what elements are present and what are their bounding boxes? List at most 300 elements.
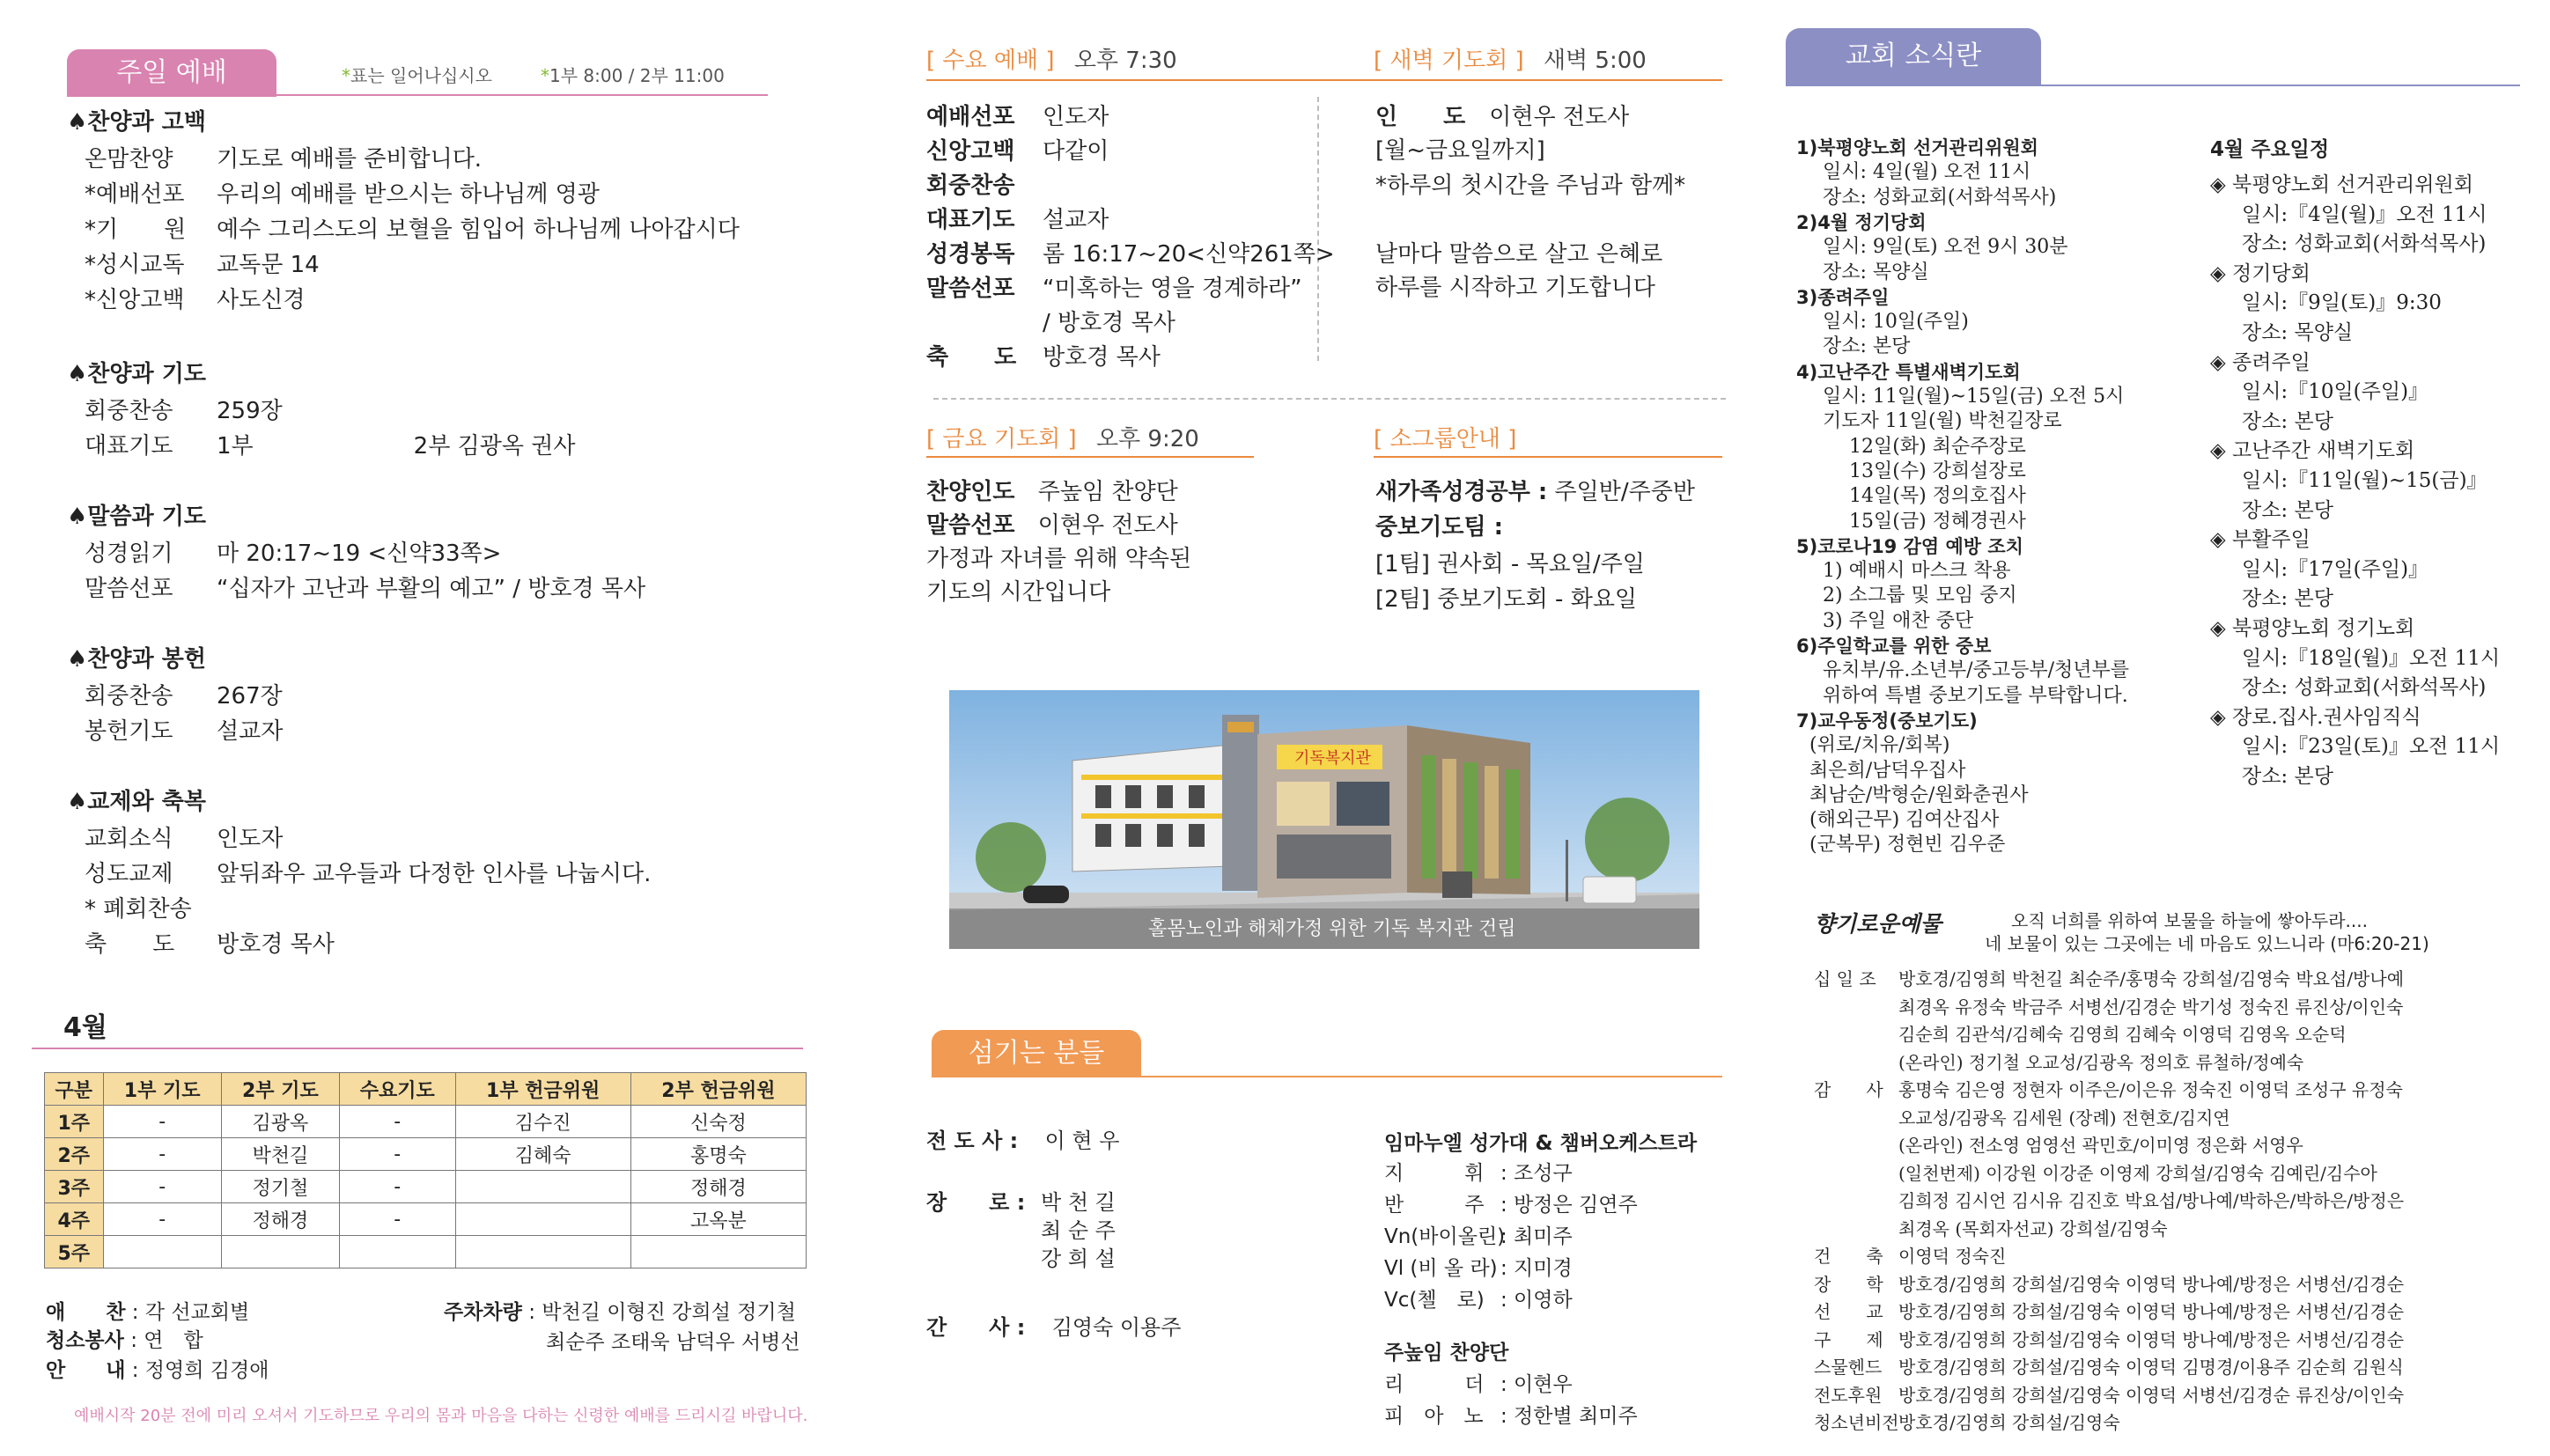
service-item-row: [85, 282, 305, 314]
news-item-detail: 14일(목) 정의호집사: [1849, 485, 2026, 508]
wed-item-value: 인도자: [1043, 104, 1109, 130]
wed-item-row: [926, 270, 1302, 303]
table-cell: -: [339, 1171, 455, 1203]
offering-donors: 이영덕 정숙진: [1898, 1246, 2007, 1267]
weekday-rule: [926, 79, 1722, 81]
table-cell: 고옥분: [630, 1203, 806, 1236]
offering-line: [1814, 1188, 2404, 1213]
offering-header: [1814, 907, 1942, 938]
offering-donors: (온라인) 전소영 엄영선 곽민호/이미영 정은화 서영우: [1898, 1135, 2303, 1156]
offering-donors: 방호경/김영희 강희설/김영숙 이영덕 방나예/방정은 서병선/김경순: [1898, 1328, 2405, 1350]
news-item-detail: 장소: 목양실: [1823, 261, 1929, 283]
schedule-detail: 장소: 본당: [2242, 409, 2333, 433]
news-item-detail: 일시: 9일(토) 오전 9시 30분: [1823, 236, 2068, 259]
schedule-detail: 일시:『10일(주일)』: [2242, 380, 2429, 404]
news-item-detail: 3) 주일 애찬 중단: [1823, 609, 1974, 632]
schedule-detail: 일시:『17일(주일)』: [2242, 557, 2429, 581]
schedule-detail: 장소: 성화교회(서화석목사): [2242, 676, 2487, 700]
schedule-event: ◈ 북평양노회 선거관리위원회: [2210, 173, 2473, 196]
news-item-title: 4)고난주간 특별새벽기도회: [1796, 361, 2021, 383]
service-item-label: *신앙고백: [85, 287, 185, 313]
table-cell: [455, 1236, 630, 1268]
schedule-detail: 일시:『9일(토)』9:30: [2242, 291, 2442, 315]
offering-donors: 김순희 김관석/김혜숙 김영희 김혜숙 이영덕 김영옥 오순덕: [1898, 1024, 2347, 1045]
steward-value: 김영숙 이용주: [1051, 1315, 1182, 1340]
wed-item-value: / 방호경 목사: [1043, 310, 1176, 336]
service-item-value: 방호경 목사: [217, 931, 335, 958]
column-header: 수요기도: [339, 1073, 455, 1106]
service-item-row: [85, 535, 501, 568]
small-group-heading: [1374, 421, 1516, 453]
news-item-detail: 유치부/유.소년부/중고등부/청년부를: [1823, 659, 2130, 682]
schedule-event: ◈ 북평양노회 정기노회: [2210, 617, 2415, 640]
fellowship-meal-label: 애 찬: [46, 1301, 126, 1324]
offering-line: [1814, 1050, 2303, 1075]
offering-donors: (일천번제) 이강원 이강준 이영제 강희설/김영숙 김예린/김수아: [1898, 1162, 2377, 1184]
offering-donors: 김희정 김시언 김시유 김진호 박요섭/방나예/박하은/박하은/방정은: [1898, 1190, 2405, 1211]
service-item-label: 대표기도: [85, 433, 173, 460]
table-cell: 김수진: [455, 1106, 630, 1138]
news-item-title: 5)코로나19 감염 예방 조치: [1796, 535, 2023, 557]
dawn-motto: *하루의 첫시간을 주님과 함께*: [1375, 173, 1686, 199]
table-cell: -: [103, 1203, 221, 1236]
table-row: [45, 1106, 807, 1138]
wed-item-row: [926, 167, 1043, 200]
new-family-value: 주일반/주중반: [1547, 479, 1695, 505]
choir-member-row: [1384, 1283, 1573, 1313]
news-item-detail: 2) 소그룹 및 모임 중지: [1823, 585, 2017, 607]
offering-line: [1814, 1077, 2403, 1102]
choir-member-row: [1384, 1188, 1638, 1217]
news-item-detail: 최은희/남덕우집사: [1809, 759, 1966, 782]
fri-line-2: 기도의 시간입니다: [926, 579, 1111, 606]
service-item-label: *기 원: [85, 217, 187, 243]
welfare-center-illustration: [949, 690, 1699, 949]
choir-member-row: [1384, 1220, 1573, 1249]
table-cell: [455, 1171, 630, 1203]
service-item-label: 봉헌기도: [85, 718, 173, 745]
news-item-detail: 15일(금) 정혜경권사: [1849, 510, 2026, 533]
cleaning-label: 청소봉사: [46, 1329, 124, 1352]
table-cell: -: [103, 1171, 221, 1203]
wed-item-label: 성경봉독: [926, 241, 1015, 268]
fellowship-meal-row: [46, 1296, 249, 1325]
news-item-title: 3)종려주일: [1796, 286, 1890, 308]
elder-name: 최 순 주: [1041, 1218, 1116, 1243]
table-cell: 김혜숙: [455, 1138, 630, 1171]
wed-item-row: [926, 236, 1335, 268]
service-item-row: [85, 428, 575, 460]
offering-title: 향기로운예물: [1814, 911, 1942, 937]
offering-category: 구 제: [1814, 1328, 1883, 1350]
service-item-row: [85, 176, 600, 209]
dawn-service-heading: [1374, 42, 1647, 75]
news-item-detail: (위로/치유/회복): [1809, 734, 1950, 757]
wed-item-value: “미혹하는 영을 경계하라”: [1043, 276, 1302, 302]
schedule-detail: 일시:『18일(월)』오전 11시: [2242, 646, 2501, 670]
usher-row: [46, 1354, 269, 1383]
elders-label: 장 로 :: [926, 1190, 1026, 1215]
news-item-title: 1)북평양노회 선거관리위원회: [1796, 137, 2038, 158]
table-cell: -: [103, 1138, 221, 1171]
service-times-note: *1부 8:00 / 2부 11:00: [541, 65, 725, 86]
service-item-value: 교독문 14: [217, 252, 320, 278]
offering-line: [1814, 995, 2403, 1019]
offering-donors: 최경옥 (목회자선교) 강희설/김영숙: [1898, 1217, 2168, 1239]
service-item-value: 마 20:17~19 <신약33쪽>: [217, 540, 502, 567]
service-item-value: 267장: [217, 683, 283, 710]
choir-name: : 조성구: [1500, 1162, 1573, 1185]
week-label: 2주: [45, 1138, 104, 1171]
usher-label: 안 내: [46, 1359, 126, 1382]
april-tab-rule: [32, 1048, 803, 1049]
news-item-detail: 일시: 11일(월)~15일(금) 오전 5시: [1823, 386, 2125, 408]
service-item-value: “십자가 고난과 부활의 예고” / 방호경 목사: [217, 576, 646, 602]
schedule-event: ◈ 정기당회: [2210, 261, 2310, 285]
parking-value-1: : 박천길 이형진 강희설 정기철: [528, 1301, 796, 1324]
offering-line: [1814, 1106, 2230, 1130]
schedule-detail: 장소: 성화교회(서화석목사): [2242, 232, 2487, 256]
section-title: ♠찬양과 고백: [67, 109, 206, 136]
column-header: 1부 헌금위원: [455, 1073, 630, 1106]
fri-sermon-label: 말씀선포: [926, 512, 1015, 539]
offering-line: [1814, 1383, 2404, 1408]
offering-donors: 오교성/김광옥 김세원 (장례) 전현호/김지연: [1898, 1107, 2230, 1129]
offering-line: [1814, 967, 2404, 991]
fri-service-time: 오후 9:20: [1095, 426, 1199, 452]
table-cell: -: [339, 1138, 455, 1171]
section-title: ♠말씀과 기도: [67, 504, 206, 530]
table-cell: 김광옥: [221, 1106, 339, 1138]
church-news-rule: [1786, 85, 2520, 86]
dawn-leader-row: [1375, 99, 1629, 131]
choir-name: : 지미경: [1500, 1257, 1573, 1280]
wed-service-title: [ 수요 예배 ]: [926, 48, 1055, 74]
service-item-row: [85, 141, 482, 173]
service-item-label: 말씀선포: [85, 576, 173, 602]
service-item-row: [85, 713, 283, 746]
schedule-detail: 일시:『23일(토)』오전 11시: [2242, 735, 2501, 759]
offering-line: [1814, 1299, 2404, 1324]
schedule-event: ◈ 장로.집사.권사임직식: [2210, 705, 2421, 729]
offering-category: 청소년비전: [1814, 1412, 1899, 1433]
news-item-title: 7)교우동정(중보기도): [1796, 710, 1978, 732]
news-item-detail: 일시: 10일(주일): [1823, 311, 1969, 334]
table-cell: [103, 1236, 221, 1268]
april-month-badge: 4월: [58, 1009, 160, 1048]
cleaning-value: : 연 합: [130, 1329, 203, 1352]
table-cell: [221, 1236, 339, 1268]
service-item-value: 설교자: [217, 718, 284, 745]
offering-category: 전도후원: [1814, 1384, 1883, 1406]
column-header: 1부 기도: [103, 1073, 221, 1106]
week-label: 5주: [45, 1236, 104, 1268]
building-sign: 기독복지관: [1294, 749, 1371, 768]
table-cell: [455, 1203, 630, 1236]
column-header: 구분: [45, 1073, 104, 1106]
choir-role: Vc(첼 로): [1384, 1289, 1485, 1312]
table-row: [45, 1203, 807, 1236]
wed-item-label: 축 도: [926, 344, 1017, 371]
servants-tab-rule: [932, 1076, 1722, 1077]
week-label: 3주: [45, 1171, 104, 1203]
building-caption: 홀몸노인과 해체가정 위한 기독 복지관 건립: [1148, 918, 1516, 940]
section-title: ♠교제와 축복: [67, 789, 206, 815]
service-item-row: [85, 570, 645, 603]
standing-note: *표는 일어나십시오: [342, 65, 492, 86]
fri-praise-label: 찬양인도: [926, 479, 1015, 505]
offering-line: [1814, 1022, 2347, 1047]
parking-row-2: 최순주 조태욱 남덕우 서병선: [546, 1331, 800, 1354]
intercession-team-2: [2팀] 중보기도회 - 화요일: [1375, 586, 1638, 613]
fellowship-meal-value: : 각 선교회별: [131, 1301, 250, 1324]
service-item-row: [85, 393, 283, 425]
new-family-bible-study: [1375, 474, 1695, 506]
service-item-value-2: 2부 김광옥 권사: [413, 433, 576, 460]
table-cell: 정해경: [630, 1171, 806, 1203]
praise-role: 피 아 노: [1384, 1405, 1484, 1428]
section-title: ♠찬양과 기도: [67, 361, 206, 387]
dawn-line-3: 날마다 말씀으로 살고 은혜로: [1375, 241, 1663, 268]
wed-item-value: 방호경 목사: [1043, 344, 1161, 371]
stewards-schedule-table: [44, 1072, 807, 1268]
wed-item-label: 신앙고백: [926, 138, 1015, 165]
news-item-detail: 12일(화) 최순주장로: [1849, 435, 2026, 458]
offering-category: 십 일 조: [1814, 968, 1876, 989]
table-cell: [630, 1236, 806, 1268]
dawn-line-4: 하루를 시작하고 기도합니다: [1375, 275, 1655, 301]
evangelist-label: 전 도 사 :: [926, 1129, 1019, 1153]
offering-donors: 방호경/김영희 박천길 최순주/홍명숙 강희설/김영숙 박요섭/방나예: [1898, 968, 2405, 989]
wed-item-value: 설교자: [1043, 207, 1109, 233]
news-item-detail: 1) 예배시 마스크 착용: [1823, 560, 2011, 583]
wed-item-row: [926, 305, 1176, 337]
news-item-detail: 일시: 4일(월) 오전 11시: [1823, 161, 2031, 184]
service-item-label: 회중찬송: [85, 398, 173, 424]
april-stewards-label: 예배청지기: [139, 1010, 267, 1041]
service-item-label: 성경읽기: [85, 540, 173, 567]
choir-member-row: [1384, 1157, 1573, 1186]
news-item-detail: (해외근무) 김여산집사: [1809, 809, 2000, 832]
schedule-event: ◈ 종려주일: [2210, 350, 2310, 374]
service-item-label: *성시교독: [85, 252, 185, 278]
intercession-team-1: [1팀] 권사회 - 목요일/주일: [1375, 551, 1645, 577]
april-schedule-title: 4월 주요일정: [2210, 138, 2330, 161]
schedule-event: ◈ 부활주일: [2210, 528, 2310, 552]
servants-tab: 섬기는 분들: [932, 1030, 1141, 1077]
wed-item-label: 대표기도: [926, 207, 1015, 233]
table-row: [45, 1138, 807, 1171]
offering-donors: 홍명숙 김은영 정현자 이주은/이은유 정숙진 이영덕 조성구 유정숙: [1898, 1079, 2403, 1100]
church-news-tab: 교회 소식란: [1786, 28, 2041, 85]
service-item-value: 259장: [217, 398, 283, 424]
service-item-row: [85, 678, 283, 710]
offering-line: [1814, 1244, 2006, 1268]
service-item-value: 1부: [217, 433, 254, 460]
table-cell: 신숙정: [630, 1106, 806, 1138]
news-item-title: 6)주일학교를 위한 중보: [1796, 636, 1992, 657]
table-row: [45, 1236, 807, 1268]
news-item-detail: 장소: 성화교회(서화석목사): [1823, 186, 2057, 209]
offering-donors: 최경옥 유정숙 박금주 서병선/김경순 박기성 정숙진 류진상/이인숙: [1898, 996, 2404, 1018]
wed-item-label: 회중찬송: [926, 173, 1015, 199]
offering-category: 스물헨드: [1814, 1357, 1883, 1378]
praise-member-row: [1384, 1368, 1573, 1397]
table-cell: 홍명숙: [630, 1138, 806, 1171]
sunday-tab-rule: [67, 94, 768, 96]
wed-service-heading: [926, 42, 1177, 75]
praise-name: : 정한별 최미주: [1500, 1405, 1638, 1428]
table-cell: [339, 1236, 455, 1268]
service-item-label: 회중찬송: [85, 683, 173, 710]
offering-donors: 방호경/김영희 강희설/김영숙 이영덕 방나예/방정은 서병선/김경순: [1898, 1301, 2405, 1322]
praise-name: : 이현우: [1500, 1373, 1573, 1396]
choir-member-row: [1384, 1252, 1573, 1281]
dawn-leader-label: 인 도: [1375, 104, 1466, 130]
news-item-detail: 위하여 특별 중보기도를 부탁합니다.: [1823, 684, 2128, 707]
table-cell: 박천길: [221, 1138, 339, 1171]
cleaning-row: [46, 1324, 203, 1353]
offering-line: [1814, 1355, 2404, 1379]
fri-service-heading: [926, 421, 1199, 453]
usher-value: : 정영희 김경애: [131, 1359, 269, 1382]
choir-name: : 최미주: [1500, 1225, 1573, 1248]
choir-name: : 방정은 김연주: [1500, 1194, 1638, 1217]
schedule-detail: 장소: 본당: [2242, 587, 2333, 611]
praise-role: 리 더: [1384, 1373, 1485, 1396]
offering-line: [1814, 1272, 2404, 1297]
service-item-row: [85, 820, 283, 853]
offering-verse-1: 오직 너희를 위하여 보물을 하늘에 쌓아두라....: [2011, 910, 2368, 931]
weekday-vertical-divider: [1317, 97, 1319, 361]
fri-praise-value: 주높임 찬양단: [1037, 479, 1178, 505]
table-cell: 정해경: [221, 1203, 339, 1236]
footer-note: 예배시작 20분 전에 미리 오셔서 기도하므로 우리의 몸과 마음을 다하는 신령한 예배를 드리시길 바랍니다.: [74, 1407, 808, 1425]
offering-line: [1814, 1327, 2404, 1352]
offering-line: [1814, 1133, 2303, 1158]
service-item-value: 우리의 예배를 받으시는 하나님께 영광: [217, 181, 600, 208]
wed-item-row: [926, 202, 1109, 234]
choir-role: Vn(바이올린): [1384, 1225, 1506, 1248]
elder-name: 박 천 길: [1041, 1190, 1116, 1215]
table-cell: -: [339, 1203, 455, 1236]
service-item-row: [85, 246, 320, 279]
sunday-worship-tab: 주일 예배: [67, 49, 276, 97]
dawn-days: [월~금요일까지]: [1375, 137, 1545, 164]
column-header: 2부 기도: [221, 1073, 339, 1106]
wed-item-row: [926, 339, 1161, 371]
fri-sermon-value: 이현우 전도사: [1037, 512, 1178, 539]
news-item-detail: 장소: 본당: [1823, 335, 1911, 358]
steward-label: 간 사 :: [926, 1315, 1026, 1340]
table-cell: 정기철: [221, 1171, 339, 1203]
service-item-label: * 폐회찬송: [85, 896, 192, 923]
service-item-value: 사도신경: [217, 287, 306, 313]
wed-item-label: 예배선포: [926, 104, 1015, 130]
fri-praise-row: [926, 474, 1178, 506]
offering-line: [1814, 1161, 2377, 1186]
schedule-event: ◈ 고난주간 새벽기도회: [2210, 439, 2415, 463]
offering-category: 선 교: [1814, 1301, 1883, 1322]
service-item-row: [85, 856, 651, 888]
small-group-title: [ 소그룹안내 ]: [1374, 426, 1517, 452]
schedule-detail: 장소: 본당: [2242, 498, 2333, 522]
star-icon: *: [342, 65, 350, 86]
wed-item-label: 말씀선포: [926, 276, 1015, 302]
offering-donors: 방호경/김영희 강희설/김영숙 이영덕 김명경/이용주 김순희 김원식: [1898, 1357, 2404, 1378]
building-image: [949, 690, 1699, 949]
service-item-row: [85, 891, 217, 923]
parking-row: [444, 1296, 796, 1325]
fri-service-title: [ 금요 기도회 ]: [926, 426, 1077, 452]
service-item-row: [85, 211, 740, 244]
offering-donors: 방호경/김영희 강희설/김영숙: [1898, 1412, 2120, 1433]
choir-role: Vl (비 올 라): [1384, 1257, 1498, 1280]
service-item-label: *예배선포: [85, 181, 185, 208]
offering-line: [1814, 1410, 2120, 1435]
intercession-team-label: 중보기도팀 :: [1375, 514, 1504, 540]
schedule-detail: 일시:『4일(월)』오전 11시: [2242, 202, 2487, 226]
news-item-detail: 기도자 11일(월) 박천길장로: [1823, 410, 2062, 433]
service-item-value: 인도자: [217, 826, 284, 852]
schedule-detail: 장소: 본당: [2242, 765, 2333, 788]
news-item-title: 2)4월 정기당회: [1796, 211, 1927, 233]
offering-donors: 방호경/김영희 강희설/김영숙 이영덕 방나예/방정은 서병선/김경순: [1898, 1273, 2405, 1295]
wed-item-value: 롬 16:17~20<신약261쪽>: [1043, 241, 1335, 268]
column-header: 2부 헌금위원: [630, 1073, 806, 1106]
table-row: [45, 1171, 807, 1203]
new-family-label: 새가족성경공부 :: [1375, 479, 1548, 505]
choir-role: 반 주: [1384, 1194, 1485, 1217]
offering-line: [1814, 1217, 2168, 1241]
service-item-value: 앞뒤좌우 교우들과 다정한 인사를 나눕시다.: [217, 861, 652, 887]
table-header-row: [45, 1073, 807, 1106]
table-cell: -: [339, 1106, 455, 1138]
evangelist-value: 이 현 우: [1044, 1129, 1120, 1153]
week-label: 4주: [45, 1203, 104, 1236]
steward-row: [926, 1310, 1181, 1341]
service-item-label: 축 도: [85, 931, 175, 958]
service-item-label: 온맘찬양: [85, 146, 173, 173]
star-icon: *: [541, 65, 549, 86]
wed-item-row: [926, 133, 1109, 165]
evangelist-row: [926, 1123, 1119, 1154]
offering-donors: 방호경/김영희 강희설/김영숙 이영덕 서병선/김경순 류진상/이인숙: [1898, 1384, 2405, 1406]
service-item-label: 교회소식: [85, 826, 173, 852]
elder-name: 강 희 설: [1041, 1246, 1116, 1271]
april-stewards-header: [32, 1002, 289, 1049]
fri-line-1: 가정과 자녀를 위해 약속된: [926, 546, 1192, 572]
choir-title: 임마누엘 성가대 & 챔버오케스트라: [1384, 1132, 1698, 1155]
weekday-horizontal-divider: [933, 398, 1726, 400]
offering-category: 장 학: [1814, 1273, 1883, 1295]
offering-donors: (온라인) 정기철 오교성/김광옥 정의호 류철하/정예숙: [1898, 1051, 2304, 1073]
week-label: 1주: [45, 1106, 104, 1138]
offering-category: 건 축: [1814, 1246, 1883, 1267]
service-item-row: [85, 926, 335, 959]
schedule-detail: 일시:『11일(월)~15(금)』: [2242, 469, 2487, 492]
wed-service-time: 오후 7:30: [1073, 48, 1177, 74]
group-rule: [1374, 456, 1722, 458]
offering-category: 감 사: [1814, 1079, 1883, 1100]
praise-member-row: [1384, 1400, 1638, 1429]
service-item-value: 예수 그리스도의 보혈을 힘입어 하나님께 나아갑시다: [217, 217, 740, 243]
wed-item-row: [926, 99, 1109, 131]
dawn-service-time: 새벽 5:00: [1543, 48, 1647, 74]
service-item-value: 기도로 예배를 준비합니다.: [217, 146, 483, 173]
dawn-leader-value: 이현우 전도사: [1489, 104, 1630, 130]
service-item-label: 성도교제: [85, 861, 173, 887]
